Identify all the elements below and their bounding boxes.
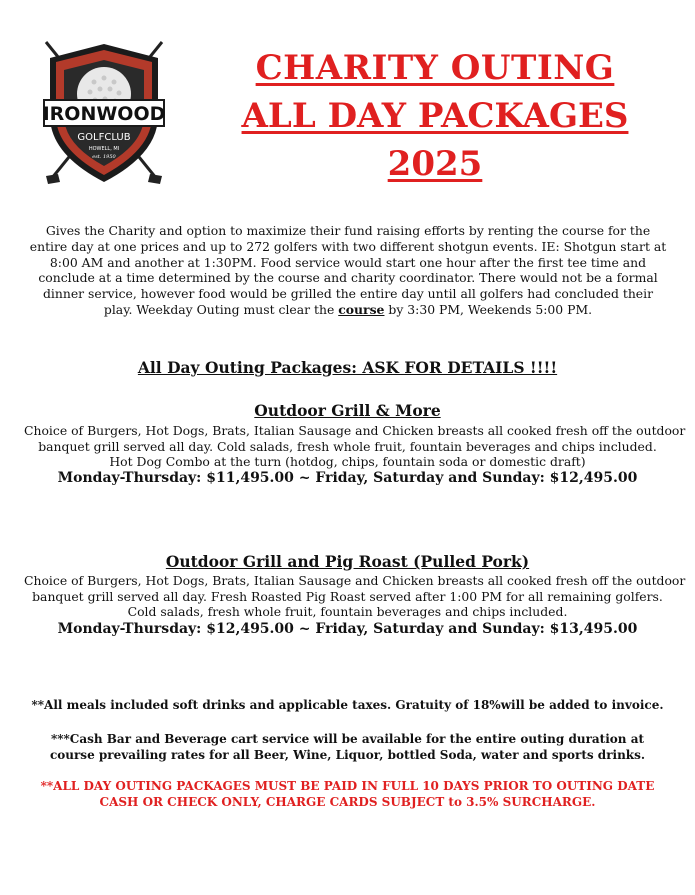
ironwood-logo (38, 36, 170, 192)
ironwood-crest-icon (38, 36, 170, 192)
section-body-grill (24, 423, 686, 470)
note-payment: **ALL DAY OUTING PACKAGES MUST BE PAID IN FULL 10 DAYS PRIOR TO OUTING DATE CASH OR CHECK ONLY, CHARGE CARDS SUBJECT to 3.5% SURCHARGE. (40, 779, 655, 809)
svg-text:IRONWOOD: IRONWOOD (42, 103, 166, 125)
intro-text: Gives the Charity and option to maximize their fund raising efforts by renting the course for the entire day at one prices and up to 272 golfers with two different shotgun events. IE: Shotgun start at 8:00 AM and another at 1:30PM. Food service would start one hour after the first tee time and conclude at a time determined by the course and charity coordinator. There would not be a formal dinner service, however food would be grilled the entire day until all golfers had concluded their play. Weekday Outing must clear the (29, 223, 667, 317)
section-line: banquet grill served all day. Fresh Roasted Pig Roast served after 1:00 PM for all remaining golfers. (32, 588, 663, 604)
svg-text:GOLFCLUB: GOLFCLUB (77, 132, 131, 143)
section-title-grill: Outdoor Grill & More (254, 401, 441, 420)
section-line: Hot Dog Combo at the turn (hotdog, chips, fountain soda or domestic draft) (109, 454, 586, 470)
section-body-pig-roast (24, 573, 686, 620)
section-line: Cold salads, fresh whole fruit, fountain beverages and chips included. (127, 604, 568, 620)
title-year: 2025 (387, 144, 483, 184)
packages-heading: All Day Outing Packages: ASK FOR DETAILS !!!! (137, 358, 558, 377)
title-line-1: CHARITY OUTING (255, 48, 615, 88)
section-title-pig-roast: Outdoor Grill and Pig Roast (Pulled Pork) (165, 552, 530, 571)
note-meals: **All meals included soft drinks and applicable taxes. Gratuity of 18%will be added to invoice. (31, 698, 664, 712)
intro-text-end: by 3:30 PM, Weekends 5:00 PM. (384, 301, 593, 317)
section-line: Choice of Burgers, Hot Dogs, Brats, Italian Sausage and Chicken breasts all cooked fresh off the outdoor (24, 573, 686, 588)
section-line: banquet grill served all day. Cold salads, fresh whole fruit, fountain beverages and chips included. (38, 438, 657, 454)
intro-course-word: course (338, 301, 385, 317)
note-cash-bar: ***Cash Bar and Beverage cart service will be available for the entire outing duration at course prevailing rates for all Beer, Wine, Liquor, bottled Soda, water and sports drinks. (49, 732, 646, 762)
price-pig-roast: Monday-Thursday: $12,495.00 ~ Friday, Saturday and Sunday: $13,495.00 (57, 621, 638, 637)
svg-text:HOWELL, MI: HOWELL, MI (88, 146, 120, 152)
price-grill: Monday-Thursday: $11,495.00 ~ Friday, Saturday and Sunday: $12,495.00 (57, 470, 638, 486)
title-line-2: ALL DAY PACKAGES (241, 96, 629, 136)
section-line: Choice of Burgers, Hot Dogs, Brats, Italian Sausage and Chicken breasts all cooked fresh off the outdoor (24, 423, 686, 438)
intro-paragraph (28, 223, 668, 318)
svg-text:est. 1950: est. 1950 (92, 154, 116, 160)
